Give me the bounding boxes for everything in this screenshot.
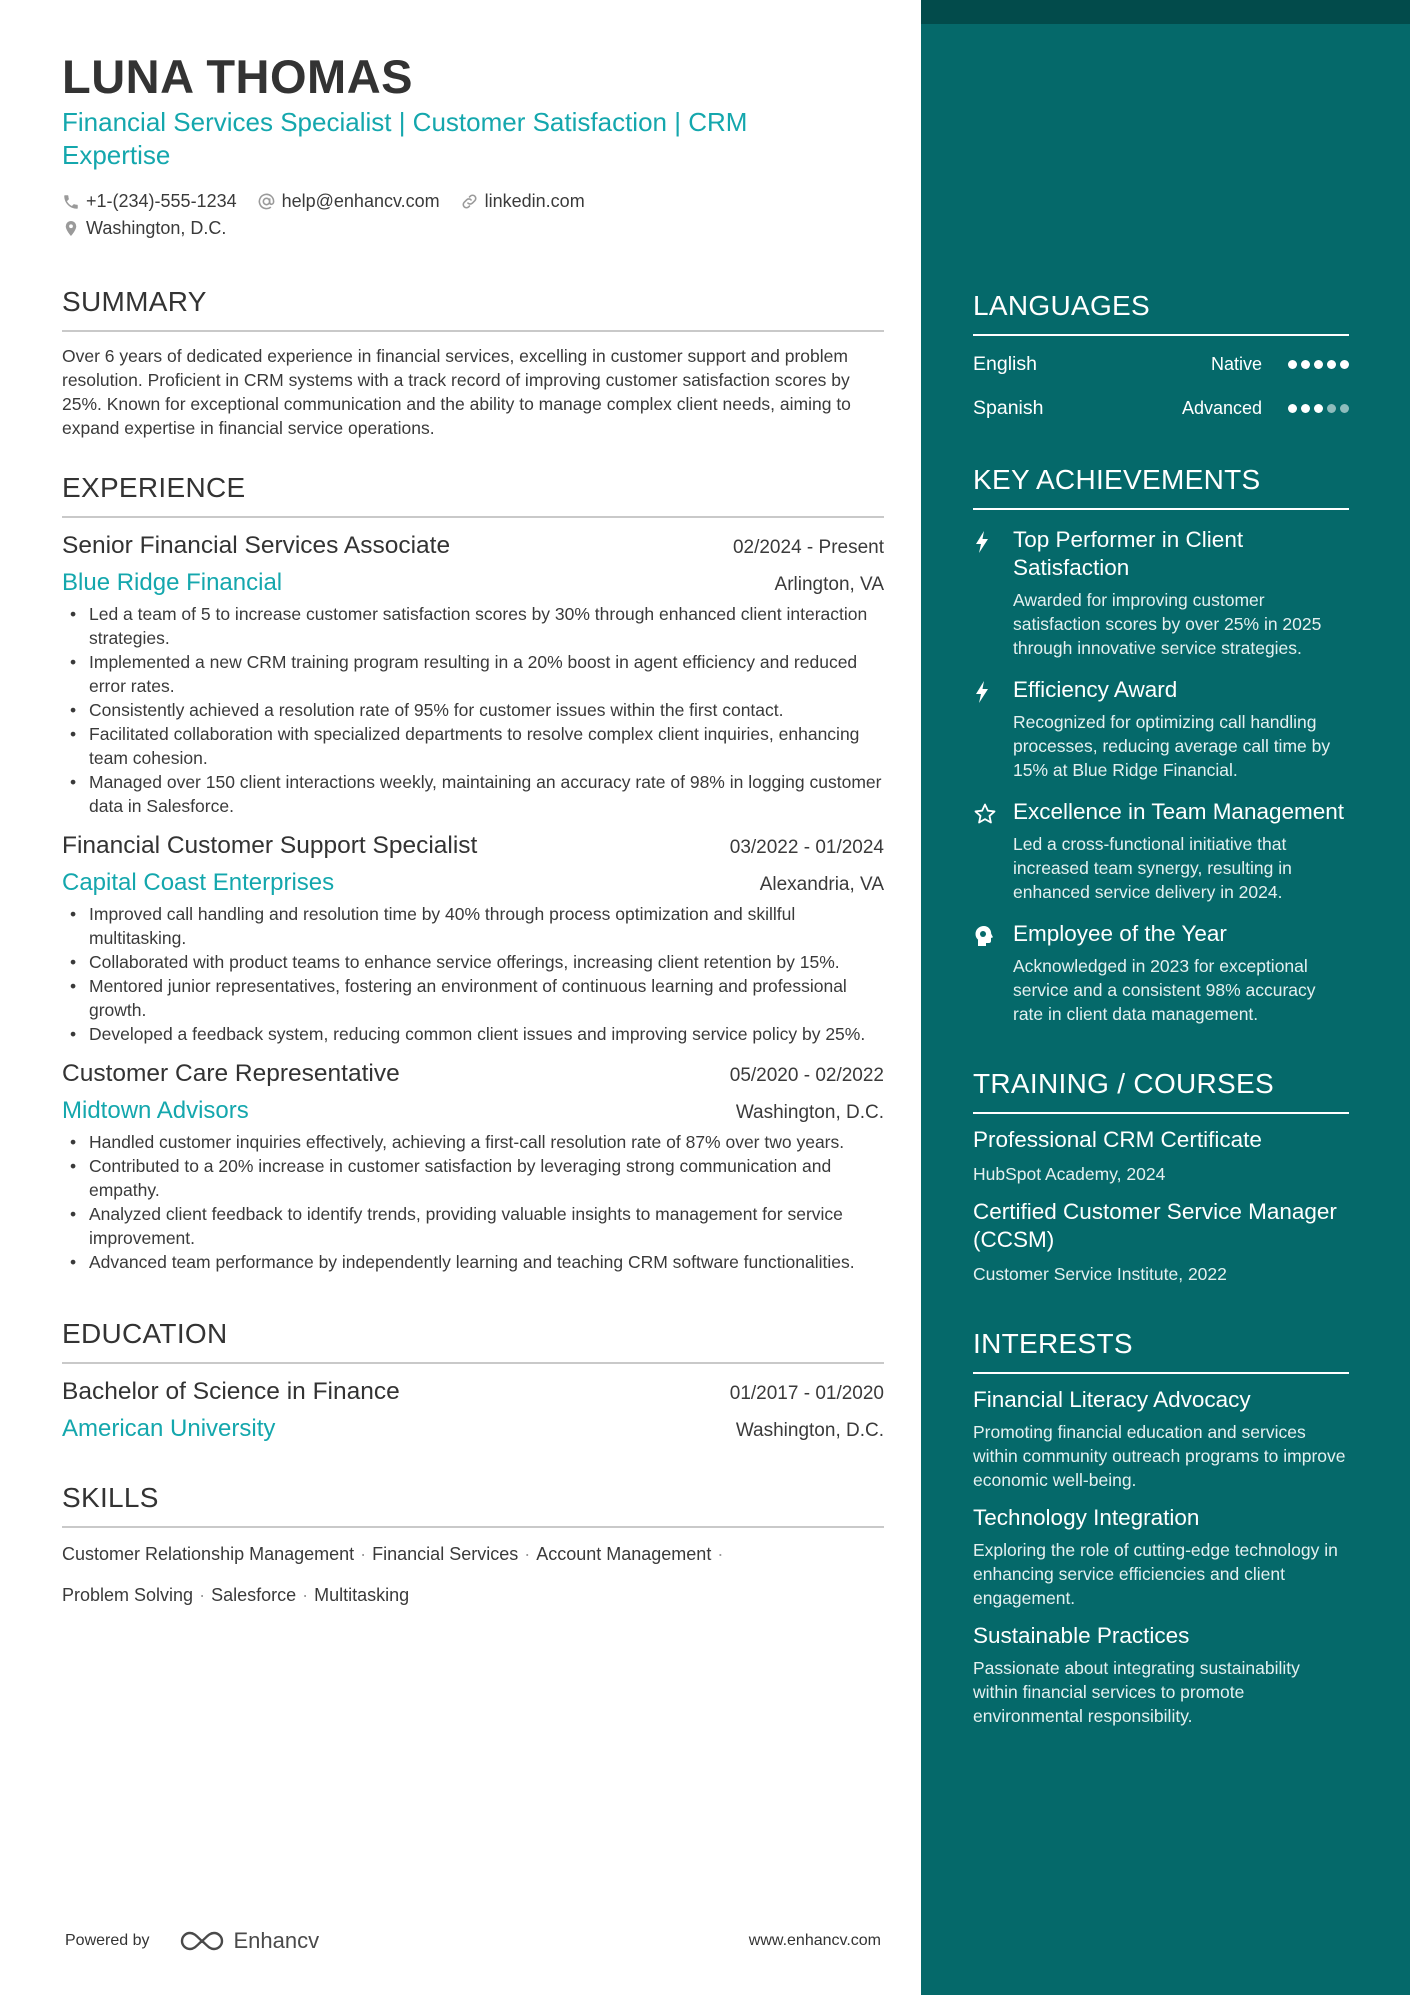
interest-description: Promoting financial education and services within community outreach programs to improve economic well-being.	[973, 1422, 1346, 1490]
job-entry	[62, 530, 884, 818]
summary-text: Over 6 years of dedicated experience in financial services, excelling in customer support and problem resolution. Proficient in CRM systems with a track record of improving customer satisfaction scores by 25%. Known for exceptional communication and the ability to manage complex client needs, aiming to expand expertise in financial service operations.	[62, 346, 851, 438]
achievement-title: Excellence in Team Management	[1013, 799, 1345, 824]
bullet-item: • Facilitated collaboration with specialized departments to resolve complex client inquiries, enhancing team cohesion.	[62, 722, 884, 770]
proficiency-dot	[1340, 360, 1349, 369]
interest-description: Passionate about integrating sustainability within financial services to promote environmental responsibility.	[973, 1658, 1300, 1726]
bullet-item: • Contributed to a 20% increase in customer satisfaction by leveraging strong communication and empathy.	[62, 1154, 884, 1202]
location-pin-icon	[62, 219, 80, 238]
footer	[65, 1928, 881, 1954]
skill-item: Customer Relationship Management	[62, 1544, 355, 1564]
proficiency-dot	[1288, 404, 1297, 413]
contact-info	[62, 188, 884, 242]
powered-by-label: Powered by	[65, 1932, 150, 1949]
skill-separator: ·	[199, 1585, 206, 1605]
proficiency-dot	[1301, 404, 1310, 413]
experience-title: EXPERIENCE	[62, 470, 884, 518]
experience-section	[62, 470, 884, 1274]
bullet-item: • Improved call handling and resolution time by 40% through process optimization and skillful multitasking.	[62, 902, 884, 950]
course-title: Professional CRM Certificate	[973, 1127, 1262, 1152]
achievement-body	[1013, 920, 1349, 1026]
job-title: Customer Care Representative	[62, 1060, 400, 1087]
languages-list	[973, 348, 1349, 424]
sidebar	[921, 0, 1410, 1995]
job-bullets	[62, 1130, 884, 1274]
language-name: English	[973, 352, 1037, 375]
proficiency-dot	[1301, 360, 1310, 369]
job-header	[62, 830, 884, 862]
course-item	[973, 1198, 1349, 1286]
language-row	[973, 392, 1349, 424]
skill-separator: ·	[360, 1544, 367, 1564]
job-subheader	[62, 868, 884, 898]
job-bullets	[62, 602, 884, 818]
skill-separator: ·	[717, 1544, 724, 1564]
education-section	[62, 1316, 884, 1444]
achievement-title: Employee of the Year	[1013, 921, 1227, 946]
skill-separator: ·	[524, 1544, 531, 1564]
job-header	[62, 530, 884, 562]
proficiency-dot	[1314, 404, 1323, 413]
achievement-body	[1013, 676, 1349, 782]
job-subheader	[62, 1096, 884, 1126]
achievements-title: KEY ACHIEVEMENTS	[973, 462, 1349, 510]
achievements-list	[973, 526, 1349, 1026]
education-title: EDUCATION	[62, 1316, 884, 1364]
bullet-item: • Advanced team performance by independently learning and teaching CRM software functionalities.	[62, 1250, 884, 1274]
brand-name: Enhancv	[233, 1928, 320, 1953]
achievement-item	[973, 526, 1349, 660]
achievement-item	[973, 920, 1349, 1026]
infinity-logo-icon	[178, 1929, 226, 1953]
email-contact[interactable]	[257, 188, 440, 215]
proficiency-dot	[1327, 360, 1336, 369]
linkedin-contact[interactable]	[460, 188, 585, 215]
language-level: Advanced	[1181, 397, 1262, 418]
job-location: Washington, D.C.	[735, 1102, 884, 1123]
lightning-icon	[973, 526, 1013, 660]
achievement-item	[973, 676, 1349, 782]
skill-item: Salesforce	[211, 1585, 297, 1605]
proficiency-dot	[1288, 360, 1297, 369]
company-name: Blue Ridge Financial	[62, 569, 283, 596]
job-subheader	[62, 568, 884, 598]
bullet-item: • Analyzed client feedback to identify trends, providing valuable insights to management for service improvement.	[62, 1202, 884, 1250]
interest-description: Exploring the role of cutting-edge technology in enhancing service efficiencies and client engagement.	[973, 1540, 1338, 1608]
location-text: Washington, D.C.	[86, 218, 227, 238]
interest-title: Financial Literacy Advocacy	[973, 1387, 1251, 1412]
skills-title: SKILLS	[62, 1480, 884, 1528]
site-url[interactable]: www.enhancv.com	[748, 1932, 881, 1949]
skill-separator: ·	[302, 1585, 309, 1605]
bullet-item: • Handled customer inquiries effectively, achieving a first-call resolution rate of 87% over two years.	[62, 1130, 884, 1154]
at-icon	[257, 192, 276, 211]
achievement-description: Acknowledged in 2023 for exceptional service and a consistent 98% accuracy rate in client data management.	[1013, 956, 1316, 1024]
job-bullets	[62, 902, 884, 1046]
phone-contact[interactable]	[62, 188, 237, 215]
job-location: Alexandria, VA	[759, 874, 884, 895]
course-provider: HubSpot Academy, 2024	[973, 1164, 1166, 1184]
link-icon	[460, 192, 479, 211]
course-item	[973, 1126, 1349, 1186]
company-name: Capital Coast Enterprises	[62, 869, 335, 896]
languages-title: LANGUAGES	[973, 288, 1349, 336]
achievement-description: Led a cross-functional initiative that increased team synergy, resulting in enhanced service delivery in 2024.	[1013, 834, 1292, 902]
skill-item: Problem Solving	[62, 1585, 194, 1605]
course-provider: Customer Service Institute, 2022	[973, 1264, 1227, 1284]
achievement-body	[1013, 798, 1349, 904]
interests-list	[973, 1386, 1349, 1728]
headline: Financial Services Specialist | Customer Satisfaction | CRM Expertise	[62, 107, 748, 170]
phone-icon	[62, 193, 80, 211]
achievement-body	[1013, 526, 1349, 660]
bullet-item: • Led a team of 5 to increase customer satisfaction scores by 30% through enhanced client interaction strategies.	[62, 602, 884, 650]
interest-title: Technology Integration	[973, 1505, 1200, 1530]
powered-by	[65, 1928, 319, 1954]
job-dates: 05/2020 - 02/2022	[729, 1065, 884, 1086]
achievement-title: Top Performer in Client Satisfaction	[1013, 527, 1244, 580]
job-dates: 02/2024 - Present	[732, 537, 884, 558]
interest-title: Sustainable Practices	[973, 1623, 1190, 1648]
bullet-item: • Developed a feedback system, reducing common client issues and improving service policy by 25%.	[62, 1022, 884, 1046]
training-title: TRAINING / COURSES	[973, 1066, 1349, 1114]
proficiency-dot	[1327, 404, 1336, 413]
skill-item: Account Management	[536, 1544, 712, 1564]
bullet-item: • Consistently achieved a resolution rate of 95% for customer issues within the first contact.	[62, 698, 884, 722]
head-icon	[973, 920, 1013, 1026]
language-row	[973, 348, 1349, 380]
degree: Bachelor of Science in Finance	[62, 1378, 400, 1405]
education-entry	[62, 1376, 884, 1444]
linkedin-text: linkedin.com	[484, 191, 585, 211]
location-contact	[62, 215, 226, 242]
achievement-title: Efficiency Award	[1013, 677, 1178, 702]
summary-section	[62, 284, 884, 440]
job-title: Financial Customer Support Specialist	[62, 832, 478, 859]
phone-text: +1-(234)-555-1234	[86, 191, 237, 211]
achievements-section	[973, 462, 1349, 1026]
education-location: Washington, D.C.	[735, 1420, 884, 1441]
company-name: Midtown Advisors	[62, 1097, 249, 1124]
skill-item: Multitasking	[314, 1585, 410, 1605]
main-column	[62, 48, 884, 1616]
course-title: Certified Customer Service Manager (CCSM)	[973, 1199, 1337, 1252]
job-entry	[62, 830, 884, 1046]
interests-title: INTERESTS	[973, 1326, 1349, 1374]
candidate-name: LUNA THOMAS	[62, 50, 414, 103]
sidebar-content	[973, 288, 1349, 1728]
job-title: Senior Financial Services Associate	[62, 532, 451, 559]
star-icon	[973, 798, 1013, 904]
email-text: help@enhancv.com	[281, 191, 440, 211]
achievement-description: Awarded for improving customer satisfaction scores by over 25% in 2025 through innovative service strategies.	[1013, 590, 1322, 658]
training-list	[973, 1126, 1349, 1286]
summary-title: SUMMARY	[62, 284, 884, 332]
interest-item	[973, 1386, 1349, 1492]
bullet-item: • Mentored junior representatives, fostering an environment of continuous learning and professional growth.	[62, 974, 884, 1022]
job-entry	[62, 1058, 884, 1274]
skills-section	[62, 1480, 884, 1616]
jobs-list	[62, 530, 884, 1274]
language-level: Native	[1210, 353, 1262, 374]
skill-item: Financial Services	[372, 1544, 519, 1564]
sidebar-top-bar	[921, 0, 1410, 24]
bullet-item: • Managed over 150 client interactions weekly, maintaining an accuracy rate of 98% in logging customer data in Salesforce.	[62, 770, 884, 818]
language-name: Spanish	[973, 396, 1044, 419]
interest-item	[973, 1504, 1349, 1610]
school-name: American University	[62, 1415, 276, 1442]
achievement-description: Recognized for optimizing call handling processes, reducing average call time by 15% at Blue Ridge Financial.	[1013, 712, 1331, 780]
proficiency-dot	[1340, 404, 1349, 413]
bullet-item: • Implemented a new CRM training program resulting in a 20% boost in agent efficiency and reduced error rates.	[62, 650, 884, 698]
achievement-item	[973, 798, 1349, 904]
proficiency-dots	[1284, 404, 1349, 413]
job-location: Arlington, VA	[774, 574, 884, 595]
interests-section	[973, 1326, 1349, 1728]
job-dates: 03/2022 - 01/2024	[729, 837, 884, 858]
education-dates: 01/2017 - 01/2020	[729, 1383, 884, 1404]
job-header	[62, 1058, 884, 1090]
training-section	[973, 1066, 1349, 1286]
interest-item	[973, 1622, 1349, 1728]
lightning-icon	[973, 676, 1013, 782]
enhancv-logo[interactable]	[178, 1928, 320, 1954]
proficiency-dot	[1314, 360, 1323, 369]
skills-list	[62, 1534, 842, 1616]
bullet-item: • Collaborated with product teams to enhance service offerings, increasing client retention by 15%.	[62, 950, 884, 974]
proficiency-dots	[1284, 360, 1349, 369]
languages-section	[973, 288, 1349, 424]
